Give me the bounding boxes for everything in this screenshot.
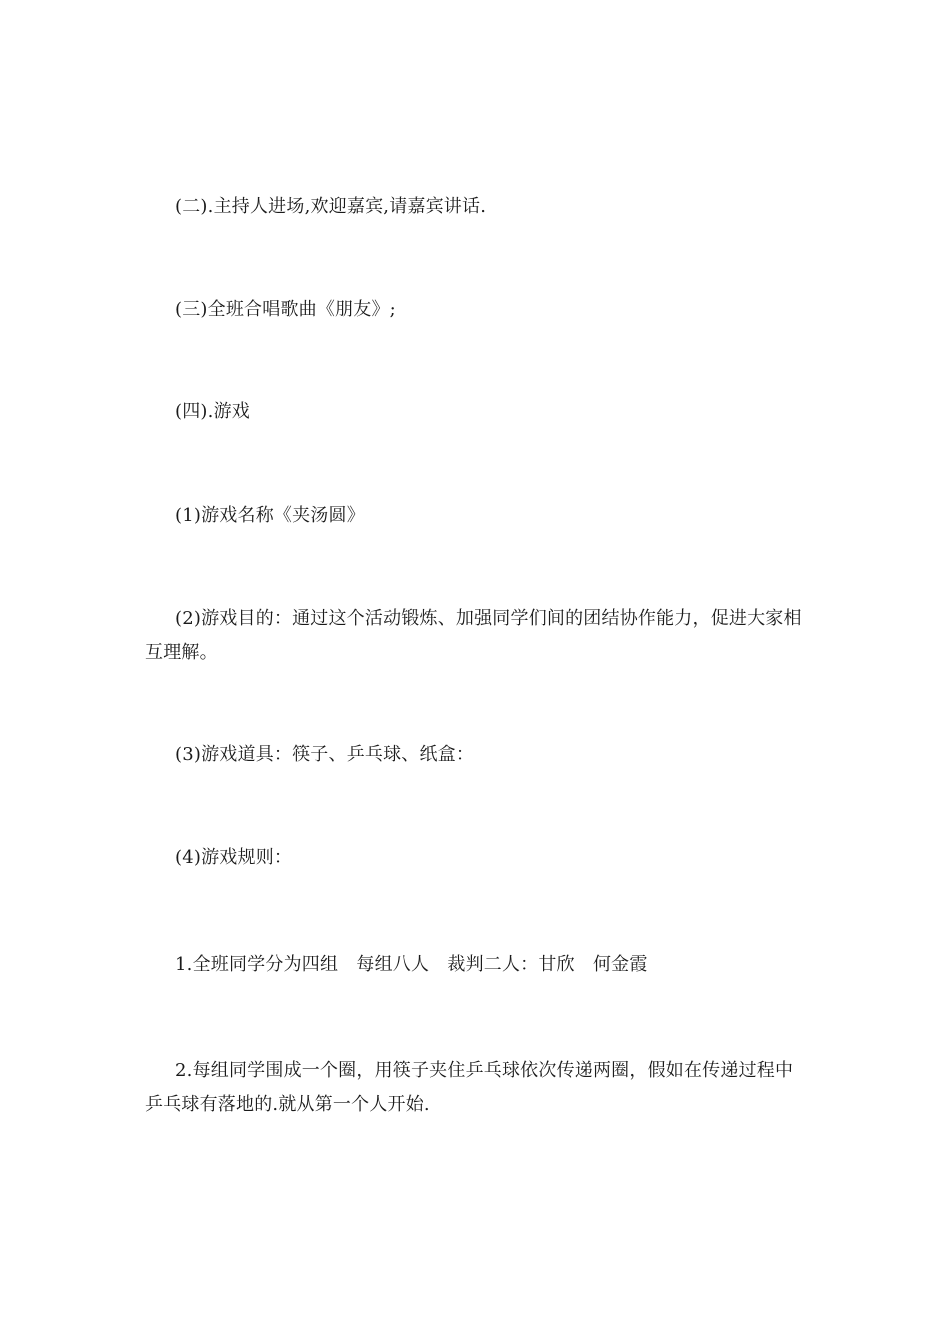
paragraph-rule-1: 1.全班同学分为四组 每组八人 裁判二人：甘欣 何金霞 [175,954,648,975]
paragraph-game-heading: (四).游戏 [175,401,250,422]
paragraph-game-name: (1)游戏名称《夹汤圆》 [175,505,365,526]
paragraph-game-rules-heading: (4)游戏规则： [175,847,293,868]
paragraph-rule-2: 2.每组同学围成一个圈，用筷子夹住乒乓球依次传递两圈，假如在传递过程中乒乓球有落地的.就从第一个人开始. [145,1060,794,1115]
paragraph-host-intro: (二).主持人进场,欢迎嘉宾,请嘉宾讲话. [175,196,487,217]
paragraph-game-purpose: (2)游戏目的：通过这个活动锻炼、加强同学们间的团结协作能力，促进大家相互理解。 [145,608,802,663]
paragraph-class-song: (三)全班合唱歌曲《朋友》; [175,299,396,320]
paragraph-game-props: (3)游戏道具：筷子、乒乓球、纸盒： [175,744,475,765]
